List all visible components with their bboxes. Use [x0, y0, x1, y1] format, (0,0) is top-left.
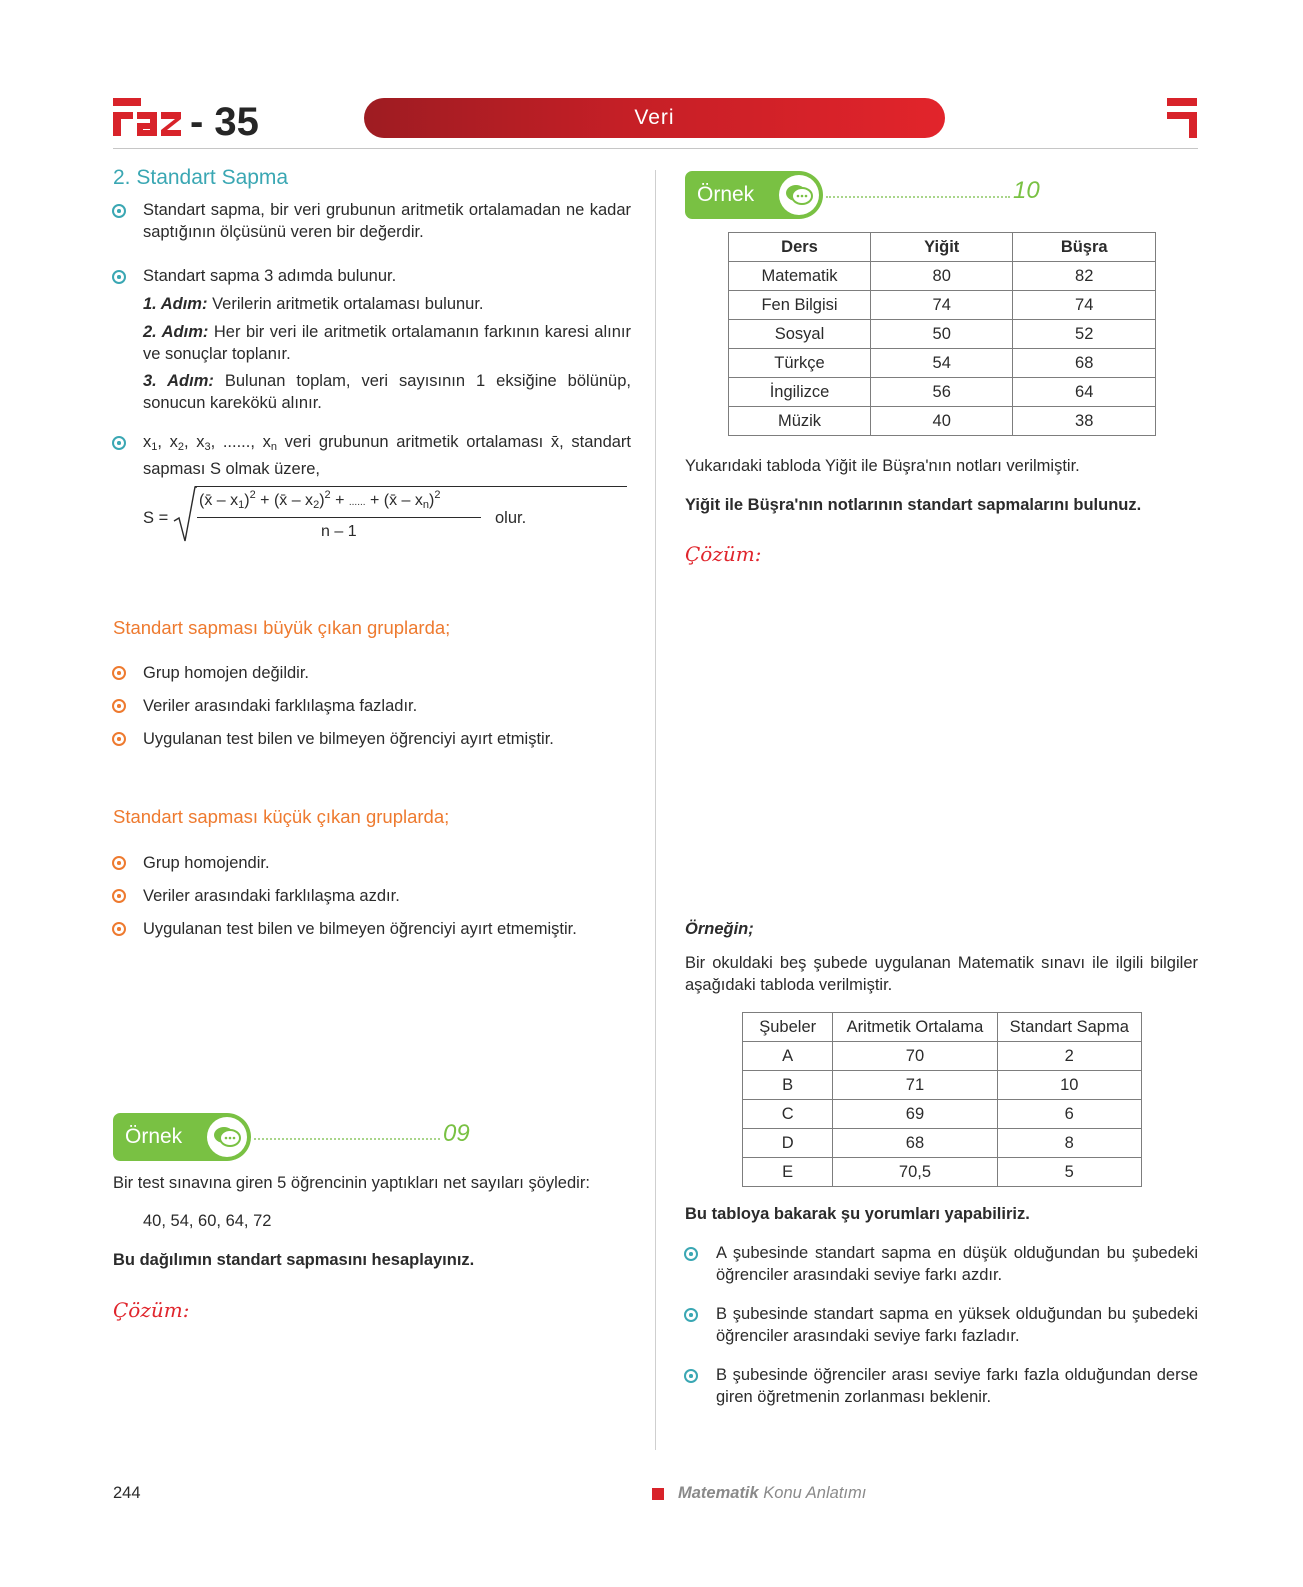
ornek-number: 10 — [1013, 177, 1040, 204]
standard-deviation-formula — [143, 485, 543, 555]
column-divider — [655, 170, 656, 1450]
formula-s: S = — [143, 509, 169, 527]
table-row — [743, 1071, 1142, 1100]
bullet-icon — [112, 856, 126, 870]
steps-intro: Standart sapma 3 adımda bulunur. — [143, 267, 397, 285]
table-cell: 80 — [871, 262, 1013, 291]
definition-text: Standart sapma, bir veri grubunun aritmetik ortalamadan ne kadar saptığının ölçüsünü veren bir değerdir. — [143, 201, 631, 241]
table-cell: Matematik — [729, 262, 871, 291]
unit-title-banner — [364, 98, 945, 138]
faz-logo — [113, 98, 183, 138]
header-rule — [113, 148, 1198, 149]
table-cell: Sosyal — [729, 320, 871, 349]
book-title: Matematik Konu Anlatımı — [678, 1484, 867, 1502]
table-cell: B — [743, 1071, 833, 1100]
cozum-label: Çözüm: — [113, 1298, 190, 1322]
bullet-icon — [684, 1247, 698, 1261]
big-item-1: Grup homojen değildir. — [143, 664, 310, 682]
table-header-row — [743, 1013, 1142, 1042]
table-cell: 10 — [997, 1071, 1141, 1100]
table-row — [729, 320, 1156, 349]
table-cell: 74 — [871, 291, 1013, 320]
bullet-icon — [112, 436, 126, 450]
ornek-badge-09 — [113, 1113, 251, 1161]
step-2: 2. Adım: Her bir veri ile aritmetik ortalamanın farkının karesi alınır ve sonuçlar toplanır. — [143, 323, 631, 363]
bullet-icon — [112, 699, 126, 713]
table-cell: 82 — [1013, 262, 1156, 291]
ornek-badge-10 — [685, 171, 823, 219]
root-sign-icon — [173, 485, 197, 545]
table-header-cell: Yiğit — [871, 233, 1013, 262]
footer-square-icon — [652, 1488, 664, 1500]
comment-3: B şubesinde öğrenciler arası seviye farkı fazla olduğundan derse giren öğretmenin zorlanması beklenir. — [716, 1366, 1198, 1406]
unit-title: Veri — [634, 106, 675, 129]
comment-1: A şubesinde standart sapma en düşük olduğundan bu şubedeki öğrenciler arasındaki seviye farkı azdır. — [716, 1244, 1198, 1284]
ornek-09-values: 40, 54, 60, 64, 72 — [143, 1212, 272, 1230]
bullet-icon — [112, 204, 126, 218]
table-cell: 8 — [997, 1129, 1141, 1158]
table-cell: 56 — [871, 378, 1013, 407]
dotted-leader — [254, 1138, 440, 1140]
table-cell: 69 — [833, 1100, 997, 1129]
table-cell: 70 — [833, 1042, 997, 1071]
table-header-cell: Ders — [729, 233, 871, 262]
formula-denominator: n – 1 — [321, 523, 357, 540]
formula-olur: olur. — [495, 509, 527, 527]
ornek-09-text: Bir test sınavına giren 5 öğrencinin yaptıkları net sayıları şöyledir: — [113, 1174, 590, 1192]
comment-2: B şubesinde standart sapma en yüksek olduğundan bu şubedeki öğrenciler arasındaki seviye farkı fazladır. — [716, 1305, 1198, 1345]
formula-intro: $x_1$, $x_2$, $x_3$, ......, $x_n$ veri grubunun aritmetik ortalaması x̄, standart sapması S olmak üzere, — [143, 433, 631, 478]
ornegin-label: Örneğin; — [685, 920, 754, 938]
table-cell: 70,5 — [833, 1158, 997, 1187]
fraction-bar — [197, 517, 481, 518]
big-sd-title: Standart sapması büyük çıkan gruplarda; — [113, 617, 451, 638]
bullet-icon — [112, 666, 126, 680]
ornek-number: 09 — [443, 1120, 470, 1147]
table-row — [729, 407, 1156, 436]
table-cell: Müzik — [729, 407, 871, 436]
corner-logo-icon — [1167, 98, 1197, 138]
table-cell: 54 — [871, 349, 1013, 378]
table-cell: 40 — [871, 407, 1013, 436]
table-row — [729, 262, 1156, 291]
comments-title: Bu tabloya bakarak şu yorumları yapabiliriz. — [685, 1205, 1030, 1223]
table-cell: 52 — [1013, 320, 1156, 349]
bullet-icon — [112, 732, 126, 746]
step-1: 1. Adım: Verilerin aritmetik ortalaması bulunur. — [143, 295, 484, 313]
big-item-3: Uygulanan test bilen ve bilmeyen öğrenciyi ayırt etmiştir. — [143, 730, 554, 748]
bullet-icon — [112, 270, 126, 284]
small-item-3: Uygulanan test bilen ve bilmeyen öğrenciyi ayırt etmemiştir. — [143, 920, 577, 938]
ornek-label: Örnek — [697, 183, 755, 206]
table-cell: 6 — [997, 1100, 1141, 1129]
table-cell: E — [743, 1158, 833, 1187]
root-bar — [195, 486, 627, 487]
table1-question: Yiğit ile Büşra'nın notlarının standart sapmalarını bulunuz. — [685, 496, 1142, 514]
table-cell: İngilizce — [729, 378, 871, 407]
section-title: 2. Standart Sapma — [113, 166, 289, 189]
table-cell: 38 — [1013, 407, 1156, 436]
table-cell: C — [743, 1100, 833, 1129]
table-cell: 68 — [1013, 349, 1156, 378]
table-row — [729, 349, 1156, 378]
table-row — [729, 378, 1156, 407]
bullet-icon — [112, 922, 126, 936]
table-cell: Fen Bilgisi — [729, 291, 871, 320]
table-row — [729, 291, 1156, 320]
table-cell: 68 — [833, 1129, 997, 1158]
table-header-row — [729, 233, 1156, 262]
table-header-cell: Aritmetik Ortalama — [833, 1013, 997, 1042]
speech-bubble-icon — [207, 1117, 247, 1157]
small-item-2: Veriler arasındaki farklılaşma azdır. — [143, 887, 400, 905]
bullet-icon — [112, 889, 126, 903]
formula-numerator: (x̄ – $x_1)^2$ + (x̄ – $x_2)^2$ + ...... + (x̄ – $x_n)^2$ — [199, 489, 441, 511]
table-cell: A — [743, 1042, 833, 1071]
ornek-label: Örnek — [125, 1125, 183, 1148]
table-cell: 50 — [871, 320, 1013, 349]
table-cell: D — [743, 1129, 833, 1158]
bullet-icon — [684, 1308, 698, 1322]
big-item-2: Veriler arasındaki farklılaşma fazladır. — [143, 697, 418, 715]
ornegin-text: Bir okuldaki beş şubede uygulanan Matematik sınavı ile ilgili bilgiler aşağıdaki tabloda verilmiştir. — [685, 954, 1198, 994]
step-3: 3. Adım: Bulunan toplam, veri sayısının 1 eksiğine bölünüp, sonucun karekökü alınır. — [143, 372, 631, 412]
table-header-cell: Standart Sapma — [997, 1013, 1141, 1042]
dotted-leader — [826, 196, 1010, 198]
table-cell: 64 — [1013, 378, 1156, 407]
table1-caption: Yukarıdaki tabloda Yiğit ile Büşra'nın notları verilmiştir. — [685, 457, 1080, 475]
table-header-cell: Büşra — [1013, 233, 1156, 262]
table-cell: 2 — [997, 1042, 1141, 1071]
ornek-09-question: Bu dağılımın standart sapmasını hesaplayınız. — [113, 1251, 475, 1269]
small-sd-title: Standart sapması küçük çıkan gruplarda; — [113, 806, 450, 827]
cozum-label: Çözüm: — [685, 542, 762, 566]
table-cell: 71 — [833, 1071, 997, 1100]
grades-table — [728, 232, 1156, 436]
table-cell: Türkçe — [729, 349, 871, 378]
table-row — [743, 1158, 1142, 1187]
table-row — [743, 1042, 1142, 1071]
bullet-icon — [684, 1369, 698, 1383]
branches-table — [742, 1012, 1142, 1187]
unit-number: - 35 — [190, 100, 259, 144]
table-row — [743, 1129, 1142, 1158]
table-row — [743, 1100, 1142, 1129]
table-cell: 5 — [997, 1158, 1141, 1187]
speech-bubble-icon — [779, 175, 819, 215]
small-item-1: Grup homojendir. — [143, 854, 270, 872]
page-number: 244 — [113, 1484, 141, 1502]
table-header-cell: Şubeler — [743, 1013, 833, 1042]
table-cell: 74 — [1013, 291, 1156, 320]
